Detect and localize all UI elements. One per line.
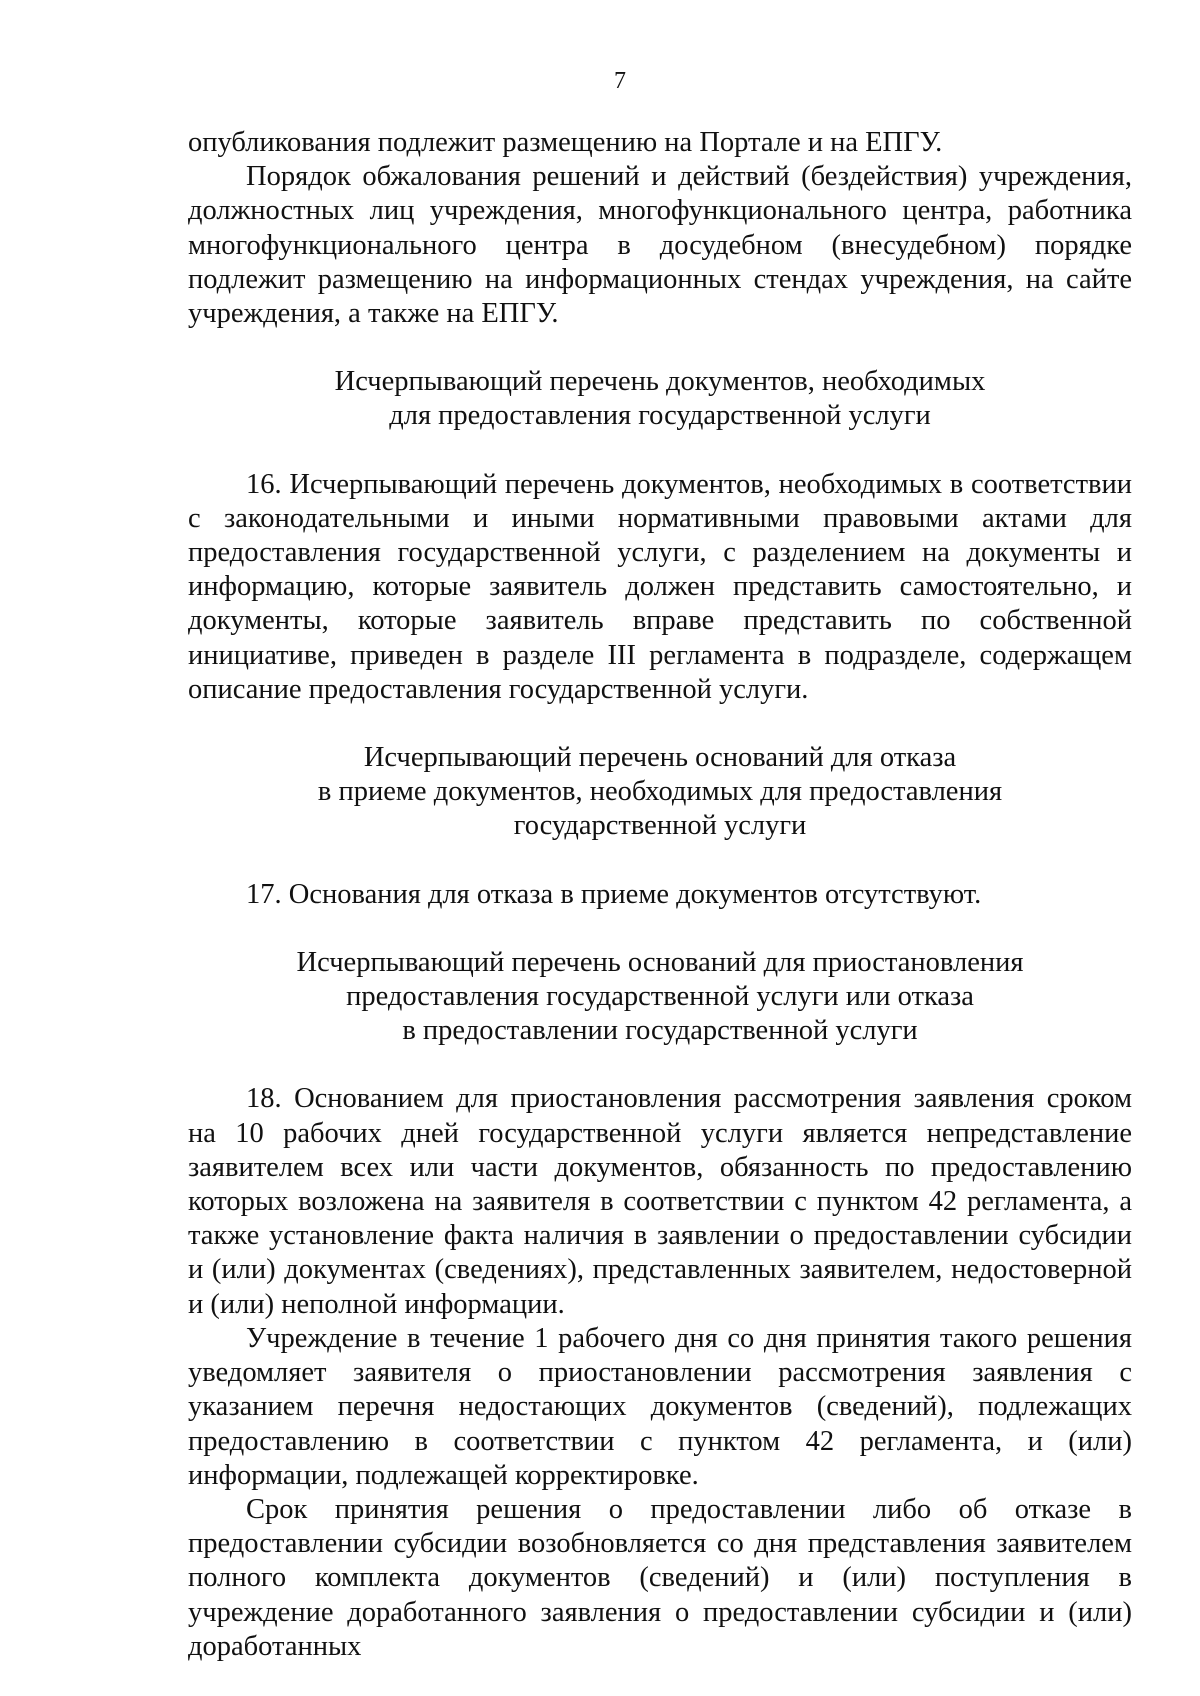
- document-body: [188, 126, 1132, 1664]
- heading-line: в приеме документов, необходимых для предоставления: [317, 776, 1003, 808]
- heading-line: Исчерпывающий перечень документов, необходимых: [334, 366, 986, 398]
- section-heading-documents-list: [188, 365, 1132, 433]
- paragraph-notification: Учреждение в течение 1 рабочего дня со дня принятия такого решения уведомляет заявителя о приостановлении рассмотрения заявления с указанием перечня недостающих документов (сведений), подлежащих предоставлению в соответствии с пунктом 42 регламента, и (или) информации, подлежащей корректировке.: [188, 1322, 1132, 1491]
- heading-line: в предоставлении государственной услуги: [402, 1015, 918, 1047]
- heading-line: Исчерпывающий перечень оснований для приостановления: [296, 946, 1024, 978]
- paragraph-item-17: 17. Основания для отказа в приеме документов отсутствуют.: [246, 878, 982, 910]
- paragraph-decision-term: Срок принятия решения о предоставлении либо об отказе в предоставлении субсидии возобновляется со дня представления заявителем полного комплекта документов (сведений) и (или) поступления в учреждение доработанного заявления о предоставлении субсидии и (или) доработанных: [188, 1493, 1132, 1662]
- page-number: 7: [614, 68, 626, 94]
- section-heading-suspension-grounds: [188, 946, 1132, 1049]
- heading-line: для предоставления государственной услуги: [389, 400, 931, 432]
- paragraph-item-16: 16. Исчерпывающий перечень документов, необходимых в соответствии с законодательными и иными нормативными правовыми актами для предоставления государственной услуги, с разделением на документы и информацию, которые заявитель должен представить самостоятельно, и документы, которые заявитель вправе представить по собственной инициативе, приведен в разделе III регламента в подразделе, содержащем описание предоставления государственной услуги.: [188, 468, 1132, 705]
- paragraph-item-18: 18. Основанием для приостановления рассмотрения заявления сроком на 10 рабочих дней государственной услуги является непредставление заявителем всех или части документов, обязанность по предоставлению которых возложена на заявителя в соответствии с пунктом 42 регламента, а также установление факта наличия в заявлении о предоставлении субсидии и (или) документах (сведениях), представленных заявителем, недостоверной и (или) неполной информации.: [188, 1083, 1132, 1320]
- section-heading-refusal-grounds: [188, 741, 1132, 844]
- paragraph-appeal-procedure: Порядок обжалования решений и действий (бездействия) учреждения, должностных лиц учреждения, многофункционального центра, работника многофункционального центра в досудебном (внесудебном) порядке подлежит размещению на информационных стендах учреждения, на сайте учреждения, а также на ЕПГУ.: [188, 161, 1132, 330]
- paragraph-continuation: опубликования подлежит размещению на Портале и на ЕПГУ.: [188, 127, 943, 158]
- heading-line: Исчерпывающий перечень оснований для отказа: [363, 742, 957, 774]
- heading-line: предоставления государственной услуги или отказа: [346, 981, 974, 1013]
- heading-line: государственной услуги: [513, 810, 807, 842]
